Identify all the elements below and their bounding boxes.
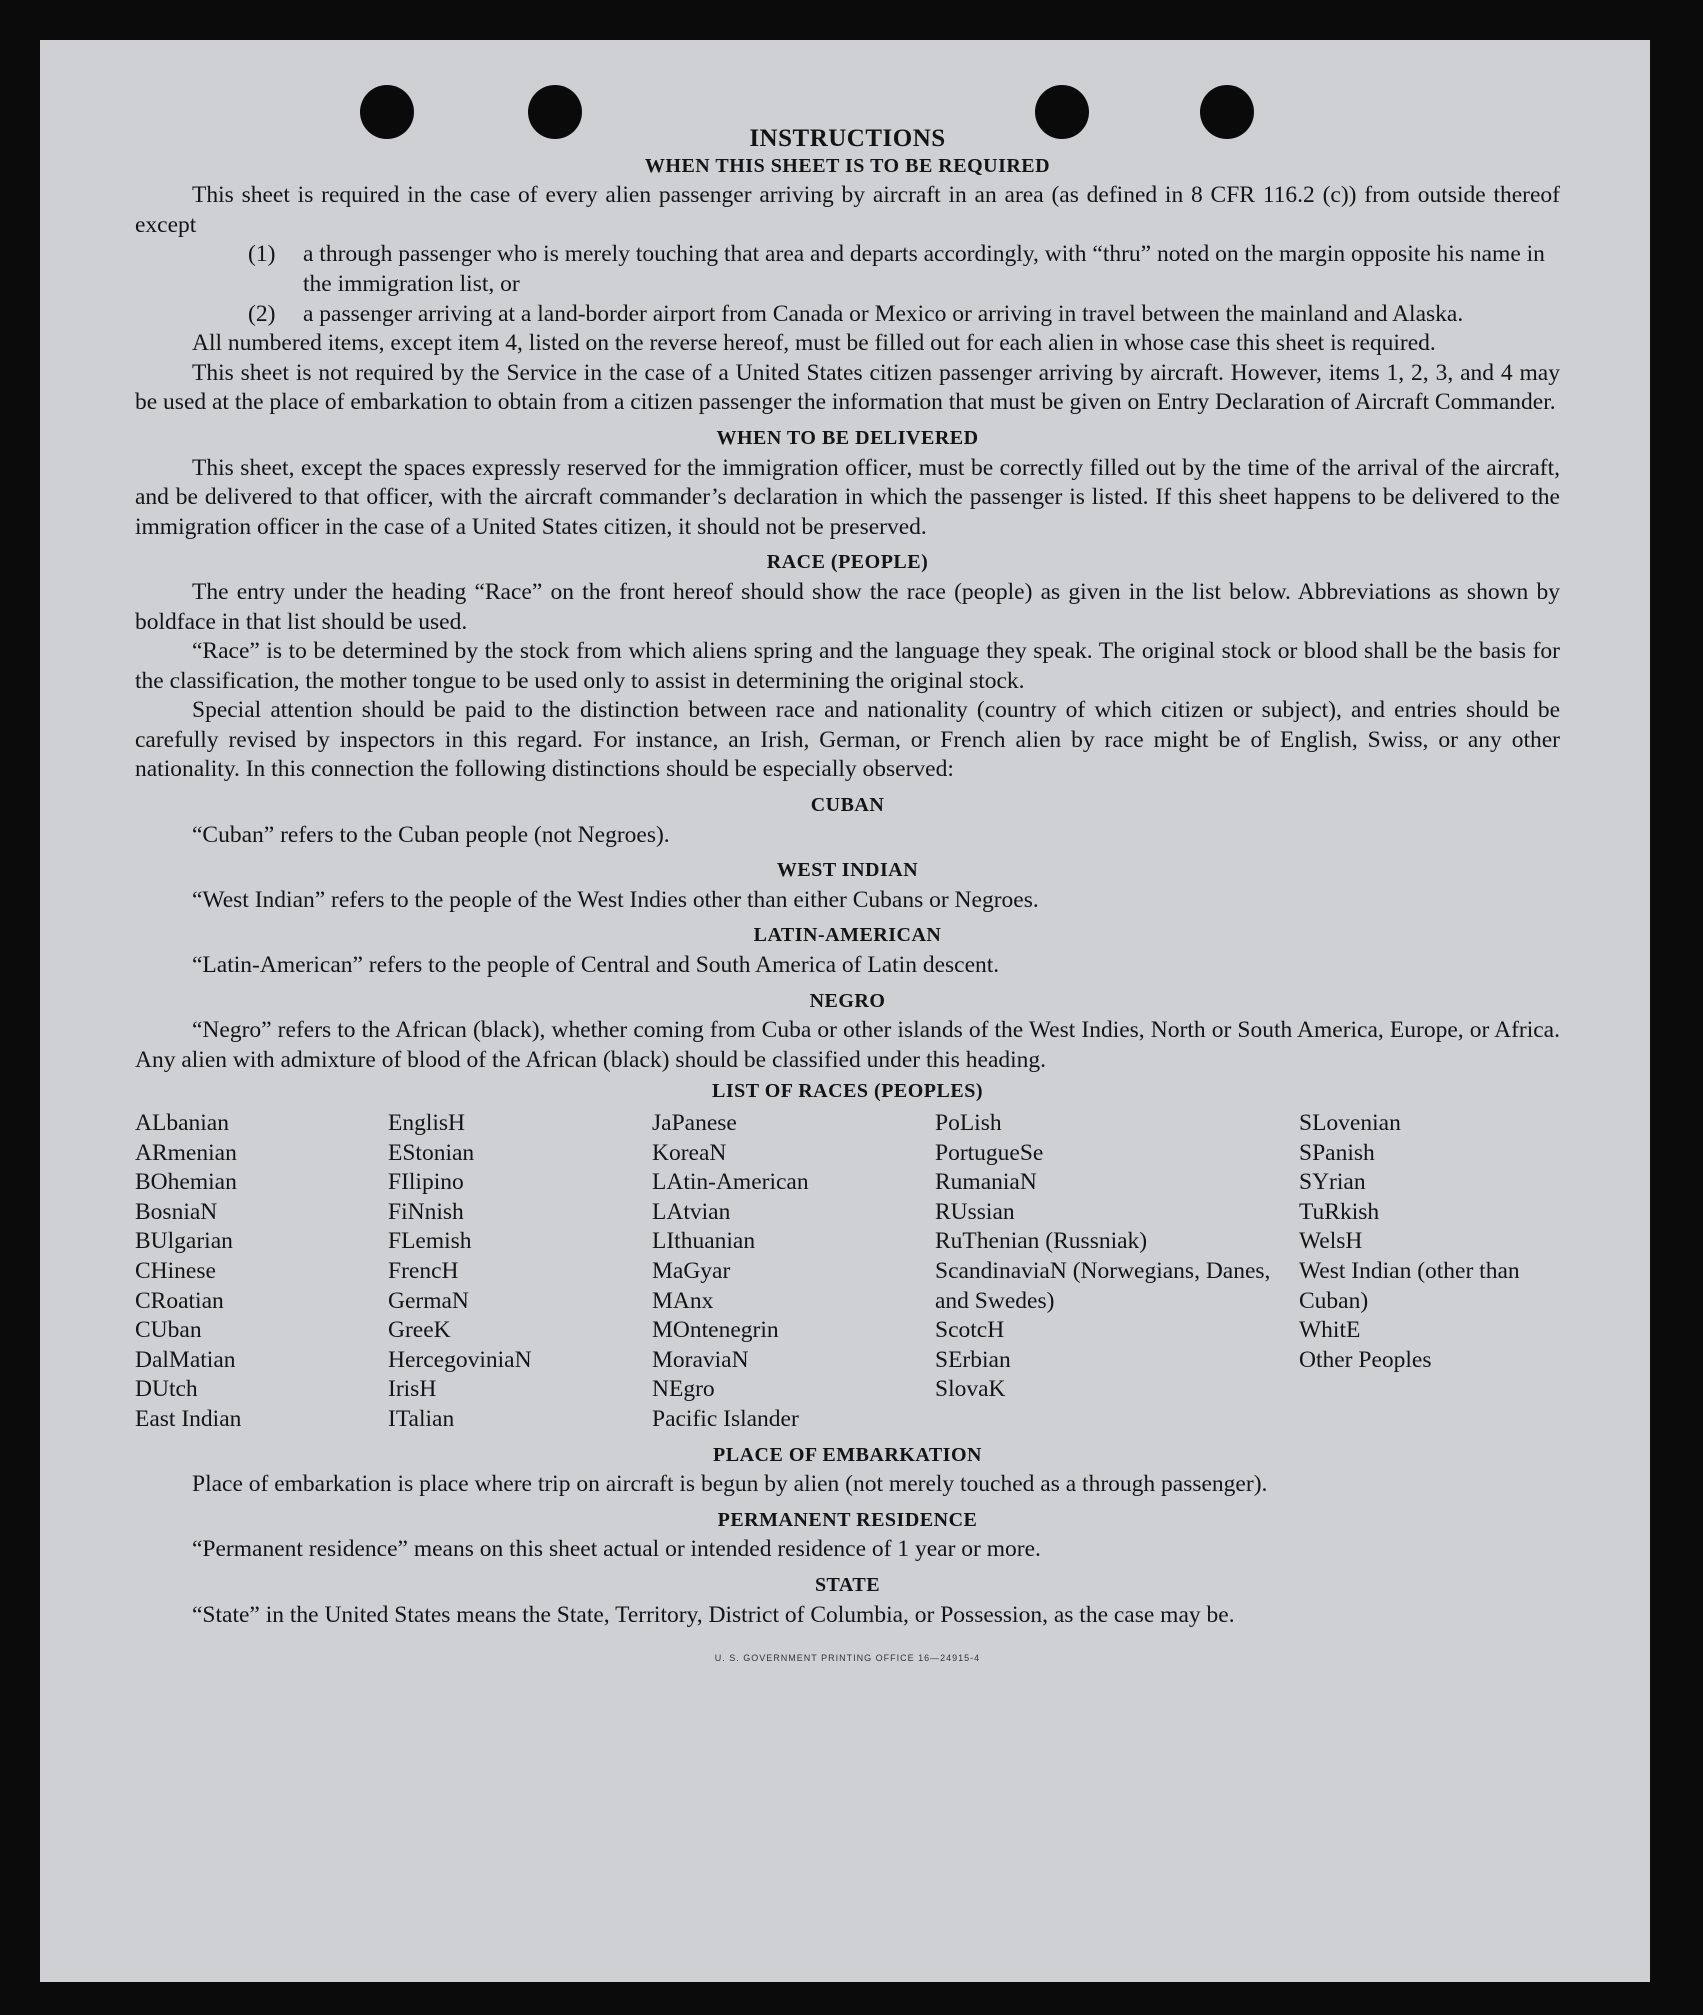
printer-imprint: U. S. GOVERNMENT PRINTING OFFICE 16—24915-4: [714, 1653, 981, 1664]
race-entry: SPanish: [1299, 1139, 1375, 1166]
race-entry: BosniaN: [135, 1198, 218, 1225]
race-entry: East Indian: [135, 1405, 242, 1432]
paragraph: “West Indian” refers to the people of the West Indies other than either Cubans or Negroes.: [192, 886, 1039, 913]
race-entry: LAtvian: [652, 1198, 731, 1225]
races-list: [135, 1109, 1560, 1435]
race-entry: MoraviaN: [652, 1346, 749, 1373]
paragraph: “Negro” refers to the African (black), whether coming from Cuba or other islands of the West Indies, North or South America, Europe, or Africa. Any alien with admixture of blood of the African (black) should be classified under this heading.: [135, 1017, 1560, 1073]
race-entry: BUlgarian: [135, 1228, 233, 1255]
section-heading: WHEN TO BE DELIVERED: [716, 426, 979, 449]
race-entry: SLovenian: [1299, 1110, 1401, 1136]
race-entry: NEgro: [652, 1376, 715, 1403]
race-entry: GreeK: [388, 1317, 451, 1344]
race-entry: GermaN: [388, 1287, 469, 1314]
race-entry: WelsH: [1299, 1228, 1363, 1255]
race-entry: MOntenegrin: [652, 1317, 779, 1344]
races-column: [1299, 1109, 1559, 1435]
page-title: INSTRUCTIONS: [749, 125, 946, 152]
section-heading: PERMANENT RESIDENCE: [717, 1508, 978, 1531]
race-entry: MaGyar: [652, 1257, 731, 1284]
list-item: [135, 240, 1560, 299]
race-entry: HercegoviniaN: [388, 1346, 532, 1373]
section-heading: CUBAN: [810, 794, 885, 817]
instructions-content: [135, 90, 1560, 1674]
race-entry: SErbian: [935, 1346, 1011, 1373]
paragraph: “Permanent residence” means on this sheet actual or intended residence of 1 year or more.: [192, 1536, 1041, 1563]
section-heading: PLACE OF EMBARKATION: [713, 1443, 982, 1466]
race-entry: BOhemian: [135, 1169, 237, 1196]
race-entry: West Indian (other than Cuban): [1299, 1257, 1520, 1314]
race-entry: Pacific Islander: [652, 1405, 799, 1432]
race-entry: RumaniaN: [935, 1169, 1037, 1196]
document-sheet: [40, 40, 1650, 1982]
race-entry: IrisH: [388, 1376, 437, 1403]
section-heading: NEGRO: [809, 989, 886, 1012]
race-entry: MAnx: [652, 1287, 714, 1314]
section-heading: LIST OF RACES (PEOPLES): [711, 1080, 983, 1103]
paragraph: “Race” is to be determined by the stock from which aliens spring and the language they speak. The original stock or blood shall be the basis for the classification, the mother tongue to be used only to assist in determining the original stock.: [135, 638, 1560, 694]
race-entry: FiNnish: [388, 1198, 464, 1225]
section-heading: WEST INDIAN: [776, 859, 919, 882]
item-number: (1): [248, 241, 276, 268]
race-entry: ITalian: [388, 1405, 455, 1432]
race-entry: RUssian: [935, 1198, 1015, 1225]
paragraph: This sheet is not required by the Service in the case of a United States citizen passenger arriving by aircraft. However, items 1, 2, 3, and 4 may be used at the place of embarkation to obtain from a citizen passenger the information that must be given on Entry Declaration of Aircraft Commander.: [135, 359, 1560, 416]
race-entry: JaPanese: [652, 1110, 737, 1136]
paragraph: This sheet is required in the case of every alien passenger arriving by aircraft in an area (as defined in 8 CFR 116.2 (c)) from outside thereof except: [135, 182, 1560, 238]
race-entry: DalMatian: [135, 1346, 236, 1373]
race-entry: EnglisH: [388, 1110, 466, 1136]
list-item: [135, 300, 1560, 330]
section-heading: STATE: [814, 1573, 881, 1596]
race-entry: EStonian: [388, 1139, 475, 1166]
section-heading: LATIN-AMERICAN: [753, 924, 942, 947]
section-heading: WHEN THIS SHEET IS TO BE REQUIRED: [644, 154, 1051, 177]
paragraph: This sheet, except the spaces expressly reserved for the immigration officer, must be correctly filled out by the time of the arrival of the aircraft, and be delivered to that officer, with the aircraft commander’s declaration in which the passenger is listed. If this sheet happens to be delivered to the immigration officer in the case of a United States citizen, it should not be preserved.: [135, 454, 1560, 540]
race-entry: WhitE: [1299, 1317, 1361, 1344]
race-entry: LIthuanian: [652, 1228, 756, 1255]
race-entry: ALbanian: [135, 1110, 229, 1136]
paragraph: The entry under the heading “Race” on the front hereof should show the race (people) as given in the list below. Abbreviations as shown by boldface in that list should be used.: [135, 578, 1560, 635]
paragraph: All numbered items, except item 4, listed on the reverse hereof, must be filled out for each alien in whose case this sheet is required.: [192, 330, 1436, 357]
paragraph: “Latin-American” refers to the people of Central and South America of Latin descent.: [192, 952, 1000, 979]
item-text: a passenger arriving at a land-border airport from Canada or Mexico or arriving in travel between the mainland and Alaska.: [303, 300, 1464, 327]
race-entry: PoLish: [935, 1110, 1002, 1136]
race-entry: RuThenian (Russniak): [935, 1228, 1148, 1255]
race-entry: Other Peoples: [1299, 1346, 1432, 1373]
race-entry: CRoatian: [135, 1287, 224, 1314]
race-entry: KoreaN: [652, 1139, 727, 1166]
races-column: [935, 1109, 1299, 1435]
race-entry: LAtin-American: [652, 1169, 809, 1196]
paragraph: Place of embarkation is place where trip on aircraft is begun by alien (not merely touched as a through passenger).: [192, 1471, 1268, 1498]
item-number: (2): [248, 300, 276, 327]
paragraph: Special attention should be paid to the distinction between race and nationality (country of which citizen or subject), and entries should be carefully revised by inspectors in this regard. For instance, an Irish, German, or French alien by race might be of English, Swiss, or any other nationality. In this connection the following distinctions should be especially observed:: [135, 697, 1560, 783]
race-entry: CUban: [135, 1317, 202, 1344]
races-column: [652, 1109, 935, 1435]
race-entry: FLemish: [388, 1228, 472, 1255]
race-entry: FrencH: [388, 1257, 459, 1284]
paragraph: “Cuban” refers to the Cuban people (not Negroes).: [192, 821, 670, 848]
race-entry: CHinese: [135, 1257, 216, 1284]
race-entry: DUtch: [135, 1376, 198, 1403]
race-entry: TuRkish: [1299, 1198, 1380, 1225]
races-column: [388, 1109, 652, 1435]
race-entry: ScotcH: [935, 1317, 1005, 1344]
section-heading: RACE (PEOPLE): [766, 551, 929, 574]
paragraph: “State” in the United States means the State, Territory, District of Columbia, or Possession, as the case may be.: [192, 1601, 1235, 1628]
race-entry: PortugueSe: [935, 1139, 1044, 1166]
race-entry: SYrian: [1299, 1169, 1366, 1196]
race-entry: SlovaK: [935, 1376, 1006, 1403]
races-column: [135, 1109, 388, 1435]
race-entry: FIlipino: [388, 1169, 464, 1196]
race-entry: ARmenian: [135, 1139, 237, 1166]
item-text: a through passenger who is merely touching that area and departs accordingly, with “thru” noted on the margin opposite his name in the immigration list, or: [303, 241, 1545, 297]
race-entry: ScandinaviaN (Norwegians, Danes, and Swedes): [935, 1257, 1271, 1314]
